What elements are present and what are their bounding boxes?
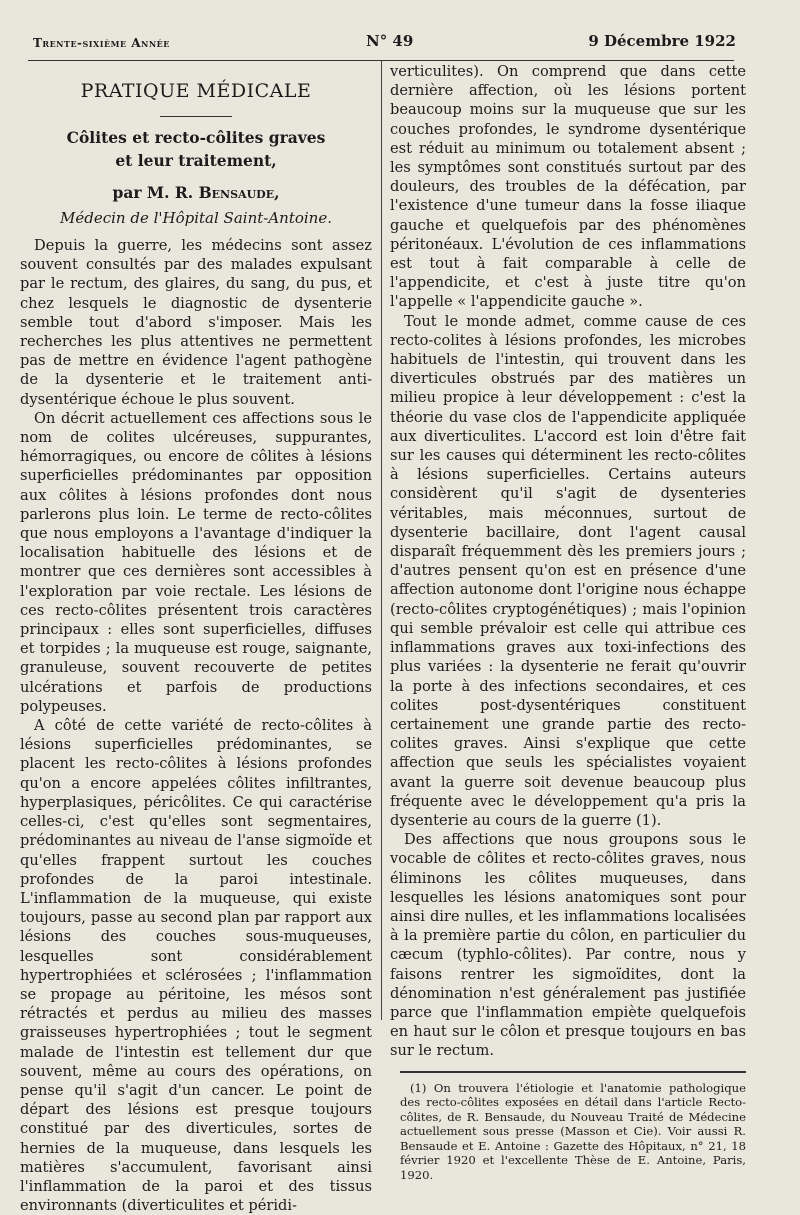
- right-column: [390, 62, 746, 1182]
- section-title: PRATIQUE MÉDICALE: [80, 80, 312, 102]
- left-column: [20, 62, 372, 1215]
- header-date: 9 Décembre 1922: [588, 32, 736, 50]
- author-name: Bensaude,: [198, 183, 280, 202]
- paragraph: Des affections que nous groupons sous le vocable de côlites et recto-côlites graves, nous éliminons les côlites muqueuses, dans lesquelles les lésions anatomiques sont pour ainsi dire nulles, et les inflammations localisées à la première partie du côlon, en particulier du cæcum (typhlo-côlites). Par contre, nous y faisons rentrer les sigmoïdites, dont la dénomination n'est généralement pas justifiée parce que l'inflammation empiète quelquefois en haut sur le côlon et presque toujours en bas sur le rectum.: [390, 831, 746, 1060]
- header-issue-number: N° 49: [366, 32, 414, 50]
- paragraph: A côté de cette variété de recto-côlites à lésions superficielles prédominantes, se placent les recto-côlites à lésions profondes qu'on a encore appelées côlites infiltrantes, hyperplasiques, péricôlites. Ce qui caractérise celles-ci, c'est qu'elles sont segmentaires, prédominantes au niveau de l'anse sigmoïde et qu'elles frappent surtout les couches profondes de la paroi intestinale. L'inflammation de la muqueuse, qui existe toujours, passe au second plan par rapport aux lésions des couches sous-muqueuses, lesquelles sont considérablement hypertrophiées et sclérosées ; l'inflammation se propage au péritoine, les mésos sont rétractés et perdus au milieu des masses graisseuses hypertrophiées ; tout le segment malade de l'intestin est tellement dur que souvent, même au cours des opérations, on pense qu'il s'agit d'un cancer. Le point de départ des lésions est presque toujours constitué par des diverticules, sortes de hernies de la muqueuse, dans lesquels les matières s'accumulent, favorisant ainsi l'inflammation de la paroi et des tissus environnants (diverticulites et péridi-: [20, 717, 372, 1215]
- paragraph: verticulites). On comprend que dans cette dernière affection, où les lésions portent beaucoup moins sur la muqueuse que sur les couches profondes, le syndrome dysentérique est réduit au minimum ou totalement absent ; les symptômes sont constitués surtout par des douleurs, des troubles de la défécation, par l'existence d'une tumeur dans la fosse iliaque gauche et quelquefois par des phénomènes péritonéaux. L'évolution de ces inflammations est tout à fait comparable à celle de l'appendicite, et c'est à juste titre qu'on l'appelle « l'appendicite gauche ».: [390, 63, 746, 311]
- footnote-text: (1) On trouvera l'étiologie et l'anatomie pathologique des recto-côlites exposées en détail dans l'article Recto-côlites, de R. Bensaude, du Nouveau Traité de Médecine actuellement sous presse (Masson et Cie). Voir aussi R. Bensaude et E. Antoine : Gazette des Hôpitaux, n° 21, 18 février 1920 et l'excellente Thèse de E. Antoine, Paris, 1920.: [400, 1080, 746, 1182]
- footnote-rule: [400, 1071, 746, 1073]
- article-title-line1: Côlites et recto-côlites graves: [66, 128, 326, 147]
- author-affiliation: Médecin de l'Hôpital Saint-Antoine.: [60, 209, 332, 227]
- paragraph: On décrit actuellement ces affections sous le nom de colites ulcéreuses, suppurantes, hémorragiques, ou encore de côlites à lésions superficielles prédominantes par opposition aux côlites à lésions profondes dont nous parlerons plus loin. Le terme de recto-côlites que nous employons a l'avantage d'indiquer la localisation habituelle des lésions et de montrer que ces dernières sont accessibles à l'exploration par voie rectale. Les lésions de ces recto-côlites présentent trois caractères principaux : elles sont superficielles, diffuses et torpides ; la muqueuse est rouge, saignante, granuleuse, souvent recouverte de petites ulcérations et parfois de productions polypeuses.: [20, 409, 372, 715]
- article-author: [20, 183, 372, 203]
- footnote: [400, 1081, 746, 1183]
- article-title-line2: et leur traitement,: [115, 151, 277, 170]
- header-volume: Trente-sixième Année: [33, 36, 170, 50]
- section-rule: [160, 116, 232, 117]
- paragraph: Tout le monde admet, comme cause de ces recto-colites à lésions profondes, les microbes habituels de l'intestin, qui trouvent dans les diverticules obstrués par des matières un milieu propice à leur développement : c'est la théorie du vase clos de l'appendicite appliquée aux diverticulites. L'accord est loin d'être fait sur les causes qui déterminent les recto-côlites à lésions superficielles. Certains auteurs considèrent qu'il s'agit de dysenteries véritables, mais méconnues, surtout de dysenterie bacillaire, dont l'agent causal disparaît fréquemment dès les premiers jours ; d'autres pensent qu'on est en présence d'une affection autonome dont l'origine nous échappe (recto-côlites cryptogénétiques) ; mais l'opinion qui semble prévaloir est celle qui attribue ces inflammations graves aux toxi-infections des plus variées : la dysenterie ne ferait qu'ouvrir la porte à des infections secondaires, et ces colites post-dysentériques constituent certainement une grande partie des recto-colites graves. Ainsi s'explique que cette affection que seuls les spécialistes voyaient avant la guerre soit devenue beaucoup plus fréquente avec le développement qu'a pris la dysenterie au cours de la guerre (1).: [390, 312, 746, 829]
- column-divider: [381, 60, 382, 1020]
- author-prefix: par M. R.: [112, 183, 199, 202]
- paragraph: Depuis la guerre, les médecins sont assez souvent consultés par des malades expulsant par le rectum, des glaires, du sang, du pus, et chez lesquels le diagnostic de dysenterie semble tout d'abord s'imposer. Mais les recherches les plus attentives ne permettent pas de mettre en évidence l'agent pathogène de la dysenterie et le traitement anti-dysentérique échoue le plus souvent.: [20, 237, 372, 408]
